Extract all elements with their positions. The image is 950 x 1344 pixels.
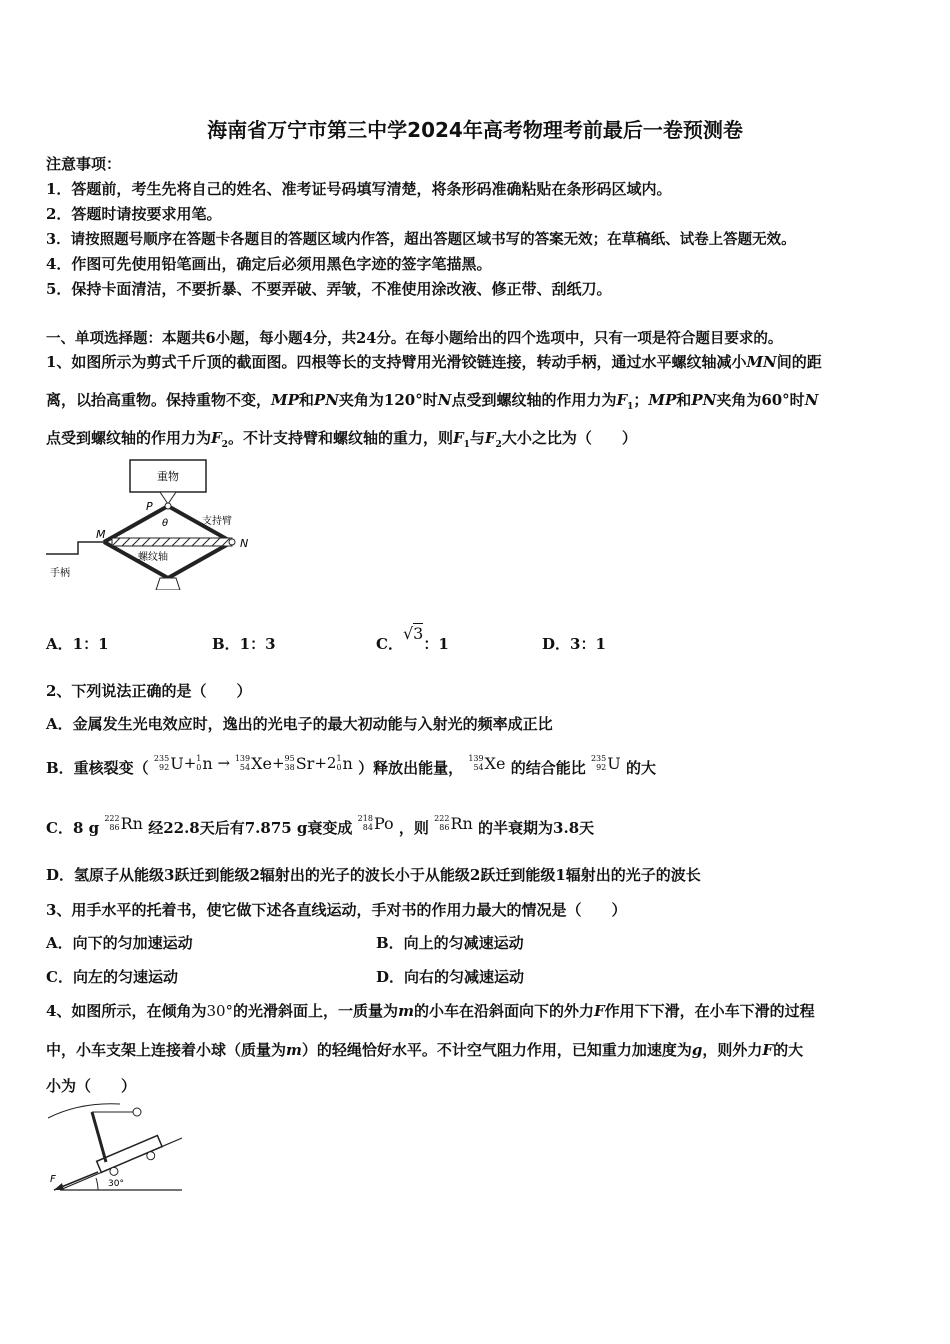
notice-item: 2．答题时请按要求用笔。 — [46, 205, 222, 223]
jack-figure — [42, 458, 272, 590]
incline-figure — [40, 1098, 190, 1196]
q2-option-b: B．重核裂变（ 235 92 U + 1 0 n → 139 54 Xe + 95 38 Sr +2 1 0 n ）释放出能量， 139 54 Xe 的结合能比 235 92 U 的大 — [46, 753, 656, 777]
screw-label: 螺纹轴 — [138, 552, 168, 563]
q1-option-c: C．√3：1 — [376, 624, 449, 653]
label-M: M — [96, 528, 106, 541]
q4-line1: 4、如图所示，在倾角为30°的光滑斜面上，一质量为m的小车在沿斜面向下的外力F作用下下滑，在小车下滑的过程 — [46, 1002, 815, 1020]
notice-item: 5．保持卡面清洁，不要折暴、不要弄破、弄皱，不准使用涂改液、修正带、刮纸刀。 — [46, 280, 612, 298]
q4-line2: 中，小车支架上连接着小球（质量为m）的轻绳恰好水平。不计空气阻力作用，已知重力加速度为g，则外力F的大 — [46, 1041, 804, 1059]
q3-option-d: D．向右的匀减速运动 — [376, 968, 525, 986]
q3-option-a: A．向下的匀加速运动 — [46, 934, 193, 952]
q1-option-b: B．1：3 — [212, 635, 276, 653]
label-F: F — [50, 1174, 56, 1185]
q2-option-d: D．氢原子从能级3跃迁到能级2辐射出的光子的波长小于从能级2跃迁到能级1辐射出的光子的波长 — [46, 866, 701, 884]
q2-stem: 2、下列说法正确的是（ ） — [46, 682, 252, 700]
label-N: N — [240, 537, 249, 550]
notice-heading: 注意事项： — [46, 155, 122, 173]
q1-option-a: A．1：1 — [46, 635, 109, 653]
label-angle: 30° — [108, 1179, 124, 1189]
page-title: 海南省万宁市第三中学2024年高考物理考前最后一卷预测卷 — [207, 118, 743, 142]
handle-label: 手柄 — [50, 568, 70, 579]
notice-item: 3．请按照题号顺序在答题卡各题目的答题区域内作答，超出答题区域书写的答案无效；在草稿纸、试卷上答题无效。 — [46, 231, 796, 248]
q3-option-c: C．向左的匀速运动 — [46, 968, 178, 986]
q3-option-b: B．向上的匀减速运动 — [376, 934, 524, 952]
q1-line2: 离，以抬高重物。保持重物不变，MP和PN夹角为120°时N点受到螺纹轴的作用力为$F_1$；MP和PN夹角为60°时N — [46, 391, 819, 412]
q1-line3: 点受到螺纹轴的作用力为$F_2$。不计支持臂和螺纹轴的重力，则$F_1$与$F_2$大小之比为（ ） — [46, 429, 637, 450]
section-heading: 一、单项选择题：本题共6小题，每小题4分，共24分。在每小题给出的四个选项中，只有一项是符合题目要求的。 — [46, 330, 783, 347]
q2-option-a: A．金属发生光电效应时，逸出的光电子的最大初动能与入射光的频率成正比 — [46, 715, 553, 733]
weight-label: 重物 — [157, 470, 179, 483]
q1-line1: 1、如图所示为剪式千斤顶的截面图。四根等长的支持臂用光滑铰链连接，转动手柄，通过水平螺纹轴减小MN间的距 — [46, 353, 822, 371]
notice-item: 4．作图可先使用铅笔画出，确定后必须用黑色字迹的签字笔描黑。 — [46, 255, 492, 273]
q1-option-d: D．3：1 — [542, 635, 606, 653]
q4-line3: 小为（ ） — [46, 1077, 137, 1095]
label-P: P — [146, 500, 153, 513]
q3-stem: 3、用手水平的托着书，使它做下述各直线运动，手对书的作用力最大的情况是（ ） — [46, 901, 627, 919]
q2-option-c: C．8 g 222 86 Rn 经22.8天后有7.875 g衰变成 218 84 Po ，则 222 86 Rn 的半衰期为3.8天 — [46, 813, 595, 837]
label-theta: θ — [162, 518, 169, 529]
arm-label: 支持臂 — [202, 516, 232, 527]
notice-item: 1．答题前，考生先将自己的姓名、准考证号码填写清楚，将条形码准确粘贴在条形码区域内。 — [46, 180, 672, 198]
